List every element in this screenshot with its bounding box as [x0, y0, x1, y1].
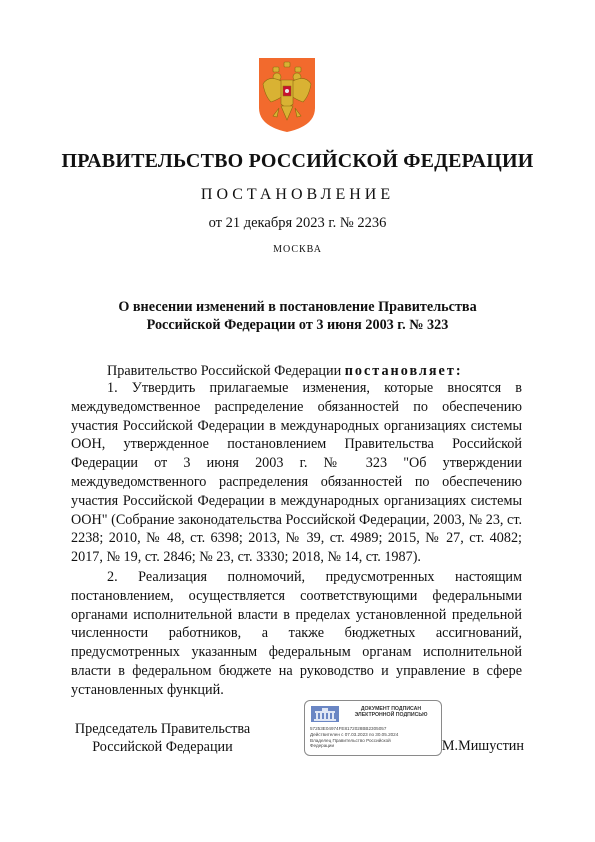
subject-line-2: Российской Федерации от 3 июня 2003 г. № 323	[146, 317, 449, 333]
stamp-title-line-2: ЭЛЕКТРОННОЙ ПОДПИСЬЮ	[354, 712, 428, 719]
signatory-role	[55, 720, 270, 756]
paragraph-2: 2. Реализация полномочий, предусмотренных настоящим постановлением, осуществляется соответствующими федеральными органами исполнительной власти в пределах установленной предельной численности работников, а также бюджетных ассигнований, предусмотренных указанным федеральным органам исполнительной власти в федеральном бюджете на руководство и управление в сфере установленных функций.	[71, 569, 522, 698]
document-subject	[60, 298, 535, 334]
stamp-serial: 57253E04974FE8172028BB2305057	[310, 726, 387, 731]
russian-coat-of-arms-icon	[257, 56, 317, 134]
stamp-owner-line-2: Федерации	[310, 743, 335, 749]
stamp-validity: Действителен с 07.03.2023 по 30.05.2024	[310, 731, 399, 737]
electronic-signature-stamp	[304, 700, 442, 756]
document-type: ПОСТАНОВЛЕНИЕ	[200, 186, 395, 203]
intro-resolves: постановляет:	[344, 363, 463, 379]
stamp-title	[343, 706, 439, 719]
government-building-icon	[311, 706, 339, 722]
signatory-name: М.Мишустин	[441, 738, 524, 754]
signatory-role-line-2: Российской Федерации	[92, 739, 233, 755]
paragraph-1: 1. Утвердить прилагаемые изменения, которые вносятся в междуведомственное распределение обязанностей по обеспечению участия Российской Федерации в международных организациях системы ООН, утвержденное постановлением Правительства Российской Федерации от 3 июня 2003 г. № 323 "Об утверждении междуведомственного распределения обязанностей по обеспечению участия Российской Федерации в международных организациях системы ООН" (Собрание законодательства Российской Федерации, 2003, № 23, ст. 2238; 2010, № 48, ст. 6398; 2013, № 39, ст. 4989; 2015, № 27, ст. 4082; 2017, № 19, ст. 2846; № 23, ст. 3330; 2018, № 14, ст. 1987).	[71, 380, 522, 566]
signatory-role-line-1: Председатель Правительства	[74, 721, 251, 737]
stamp-title-line-1: ДОКУМЕНТ ПОДПИСАН	[360, 706, 422, 712]
intro-line	[107, 363, 463, 380]
document-date-number: от 21 декабря 2023 г. № 2236	[208, 215, 387, 231]
government-title: ПРАВИТЕЛЬСТВО РОССИЙСКОЙ ФЕДЕРАЦИИ	[61, 150, 534, 172]
intro-text: Правительство Российской Федерации	[107, 363, 345, 379]
document-city: МОСКВА	[273, 244, 322, 255]
subject-line-1: О внесении изменений в постановление Правительства	[118, 299, 477, 315]
stamp-details	[310, 726, 440, 749]
stamp-owner-line-1: Владелец Правительство Российской	[310, 737, 391, 743]
